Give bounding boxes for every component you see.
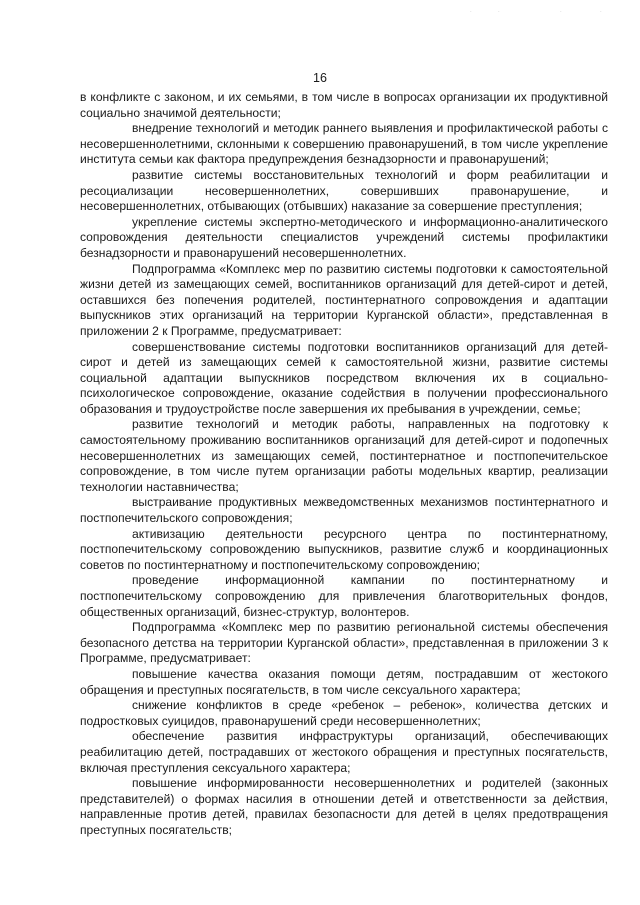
paragraph: проведение информационной кампании по постинтернатному и постпопечительскому сопровождению для привлечения благотворительных фондов, общественных организаций, бизнес-структур, волонтеров. [80, 573, 608, 619]
paragraph: обеспечение развития инфраструктуры организаций, обеспечивающих реабилитацию детей, пострадавших от жестокого обращения и преступных посягательств, включая преступления сексуального характера; [80, 729, 608, 775]
page-number: 16 [313, 71, 327, 85]
scan-speck: . [560, 8, 562, 14]
document-body [80, 90, 608, 839]
paragraph: активизацию деятельности ресурсного центра по постинтернатному, постпопечительскому сопровождению выпускников, развитие служб и координационных советов по постинтернатному и постпопечительскому сопровождению; [80, 526, 608, 572]
paragraph: повышение информированности несовершеннолетних и родителей (законных представителей) о формах насилия в отношении детей и ответственности за действия, направленные против детей, правилах безопасности для детей в целях предотвращения преступных посягательств; [80, 776, 608, 837]
paragraph: Подпрограмма «Комплекс мер по развитию региональной системы обеспечения безопасного детства на территории Курганской области», представленная в приложении 3 к Программе, предусматривает: [80, 620, 608, 666]
paragraph: снижение конфликтов в среде «ребенок – ребенок», количества детских и подростковых суицидов, правонарушений среди несовершеннолетних; [80, 698, 608, 728]
scan-speck: . [470, 8, 472, 14]
paragraph: развитие технологий и методик работы, направленных на подготовку к самостоятельному проживанию воспитанников организаций для детей-сирот и подопечных несовершеннолетних из замещающих семей, постинтернатное и постпопечительское сопровождение, в том числе путем организации работы модельных квартир, реализации технологии наставничества; [80, 417, 608, 494]
scan-speck: . [498, 8, 500, 14]
paragraph: Подпрограмма «Комплекс мер по развитию системы подготовки к самостоятельной жизни детей из замещающих семей, воспитанников организаций для детей-сирот и детей, оставшихся без попечения родителей, постинтернатного сопровождения и адаптации выпускников этих организаций на территории Курганской области», представленная в приложении 2 к Программе, предусматривает: [80, 261, 608, 338]
paragraph: внедрение технологий и методик раннего выявления и профилактической работы с несовершеннолетними, склонными к совершению правонарушений, в том числе укрепление института семьи как фактора предупреждения безнадзорности и правонарушений; [80, 121, 608, 167]
paragraph: совершенствование системы подготовки воспитанников организаций для детей-сирот и детей из замещающих семей к самостоятельной жизни, развитие системы социальной адаптации выпускников посредством включения их в социально-психологическое сопровождение, оказание содействия в получении профессионального образования и трудоустройстве после завершения их пребывания в учреждении, семье; [80, 339, 608, 416]
paragraph: выстраивание продуктивных межведомственных механизмов постинтернатного и постпопечительского сопровождения; [80, 495, 608, 526]
paragraph: укрепление системы экспертно-методического и информационно-аналитического сопровождения деятельности специалистов учреждений системы профилактики безнадзорности и правонарушений несовершеннолетних. [80, 214, 608, 260]
scan-speck: . [600, 8, 602, 14]
paragraph: развитие системы восстановительных технологий и форм реабилитации и ресоциализации несовершеннолетних, совершивших правонарушение, и несовершеннолетних, отбывающих (отбывших) наказание за совершение преступления; [80, 167, 608, 214]
paragraph: повышение качества оказания помощи детям, пострадавшим от жестокого обращения и преступных посягательств, в том числе сексуального характера; [80, 666, 608, 697]
paragraph: в конфликте с законом, и их семьями, в том числе в вопросах организации их продуктивной социально значимой деятельности; [80, 90, 608, 120]
